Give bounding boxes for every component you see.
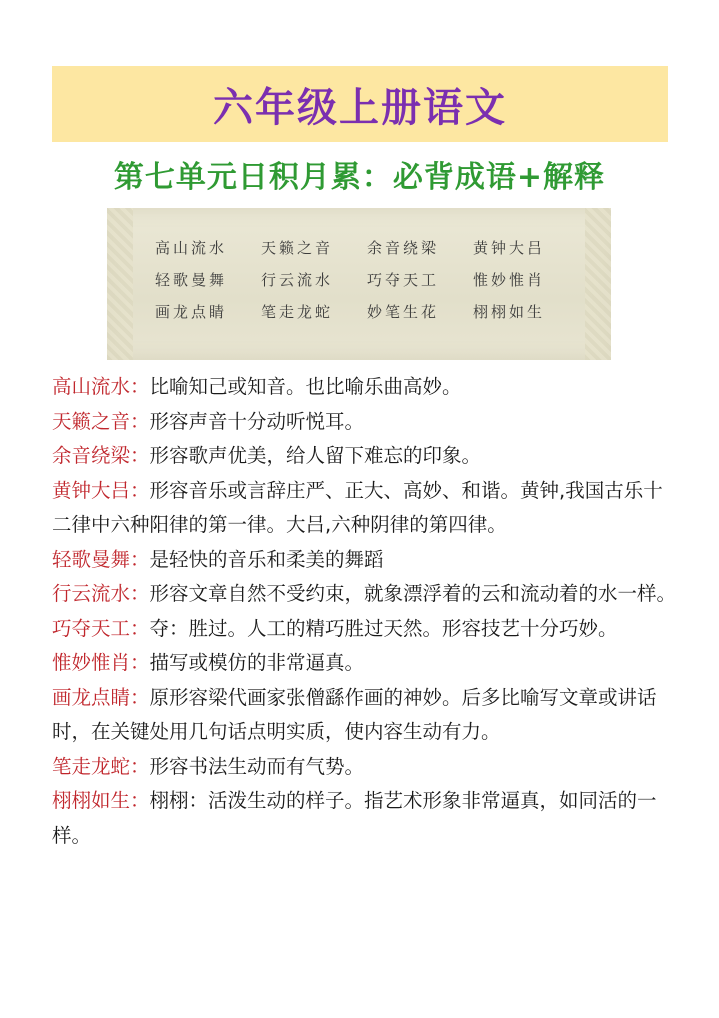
definition-entry xyxy=(52,577,680,612)
title-banner xyxy=(52,66,668,142)
idiom-term: 行云流水： xyxy=(52,582,150,605)
page-subtitle: 第七单元日积月累：必背成语+解释 xyxy=(113,160,606,195)
idiom-scroll-image xyxy=(107,208,611,360)
idiom-term: 画龙点睛： xyxy=(52,685,150,709)
idiom-definition: 夺：胜过。人工的精巧胜过天然。形容技艺十分巧妙。 xyxy=(149,616,618,640)
idiom-term: 巧夺天工： xyxy=(52,616,150,640)
idiom-cell: 巧夺天工 xyxy=(367,271,440,289)
idiom-definition: 形容声音十分动听悦耳。 xyxy=(149,409,365,433)
idiom-definition: 是轻快的音乐和柔美的舞蹈 xyxy=(149,547,384,571)
definition-entry xyxy=(52,474,680,543)
idiom-cell: 行云流水 xyxy=(261,271,334,289)
idiom-definition: 形容音乐或言辞庄严、正大、高妙、和谐。黄钟,我国古乐十二律中六种阳律的第一律。大吕,六种阴律的第四律。 xyxy=(52,478,663,536)
scroll-decoration-right xyxy=(585,208,611,360)
definition-entry xyxy=(52,370,680,405)
definition-entry xyxy=(52,784,680,853)
definition-entry xyxy=(52,681,680,750)
definition-entry xyxy=(52,405,680,440)
idiom-grid xyxy=(155,238,579,322)
idiom-definition: 形容文章自然不受约束，就象漂浮着的云和流动着的水一样。 xyxy=(149,582,677,605)
idiom-definition: 形容书法生动而有气势。 xyxy=(149,754,365,778)
idiom-definition: 形容歌声优美，给人留下难忘的印象。 xyxy=(149,444,482,467)
idiom-term: 笔走龙蛇： xyxy=(52,754,150,778)
idiom-cell: 余音绕梁 xyxy=(367,239,440,257)
idiom-term: 天籁之音： xyxy=(52,409,150,433)
idiom-definition-list xyxy=(52,370,680,853)
scroll-decoration-left xyxy=(107,208,133,360)
idiom-term: 惟妙惟肖： xyxy=(52,651,150,674)
idiom-cell: 轻歌曼舞 xyxy=(155,271,228,289)
definition-entry xyxy=(52,543,680,578)
idiom-cell: 高山流水 xyxy=(155,239,228,257)
idiom-cell: 画龙点睛 xyxy=(155,303,228,321)
idiom-term: 高山流水： xyxy=(52,375,150,398)
idiom-definition: 原形容梁代画家张僧繇作画的神妙。后多比喻写文章或讲话时，在关键处用几句话点明实质，使内容生动有力。 xyxy=(52,685,657,743)
idiom-term: 黄钟大吕： xyxy=(52,478,150,502)
page-title: 六年级上册语文 xyxy=(213,84,507,131)
idiom-definition: 描写或模仿的非常逼真。 xyxy=(149,651,365,674)
idiom-term: 余音绕梁： xyxy=(52,444,150,467)
definition-entry xyxy=(52,439,680,474)
idiom-cell: 天籁之音 xyxy=(261,239,334,257)
definition-entry xyxy=(52,750,680,785)
idiom-definition: 比喻知己或知音。也比喻乐曲高妙。 xyxy=(149,375,462,398)
idiom-term: 栩栩如生： xyxy=(52,789,150,812)
idiom-cell: 栩栩如生 xyxy=(473,303,546,321)
idiom-cell: 笔走龙蛇 xyxy=(261,303,334,321)
definition-entry xyxy=(52,612,680,647)
definition-entry xyxy=(52,646,680,681)
idiom-cell: 惟妙惟肖 xyxy=(473,271,546,289)
idiom-term: 轻歌曼舞： xyxy=(52,547,150,571)
idiom-cell: 妙笔生花 xyxy=(367,303,440,321)
idiom-cell: 黄钟大吕 xyxy=(473,239,546,257)
idiom-definition: 栩栩：活泼生动的样子。指艺术形象非常逼真，如同活的一样。 xyxy=(52,789,657,847)
